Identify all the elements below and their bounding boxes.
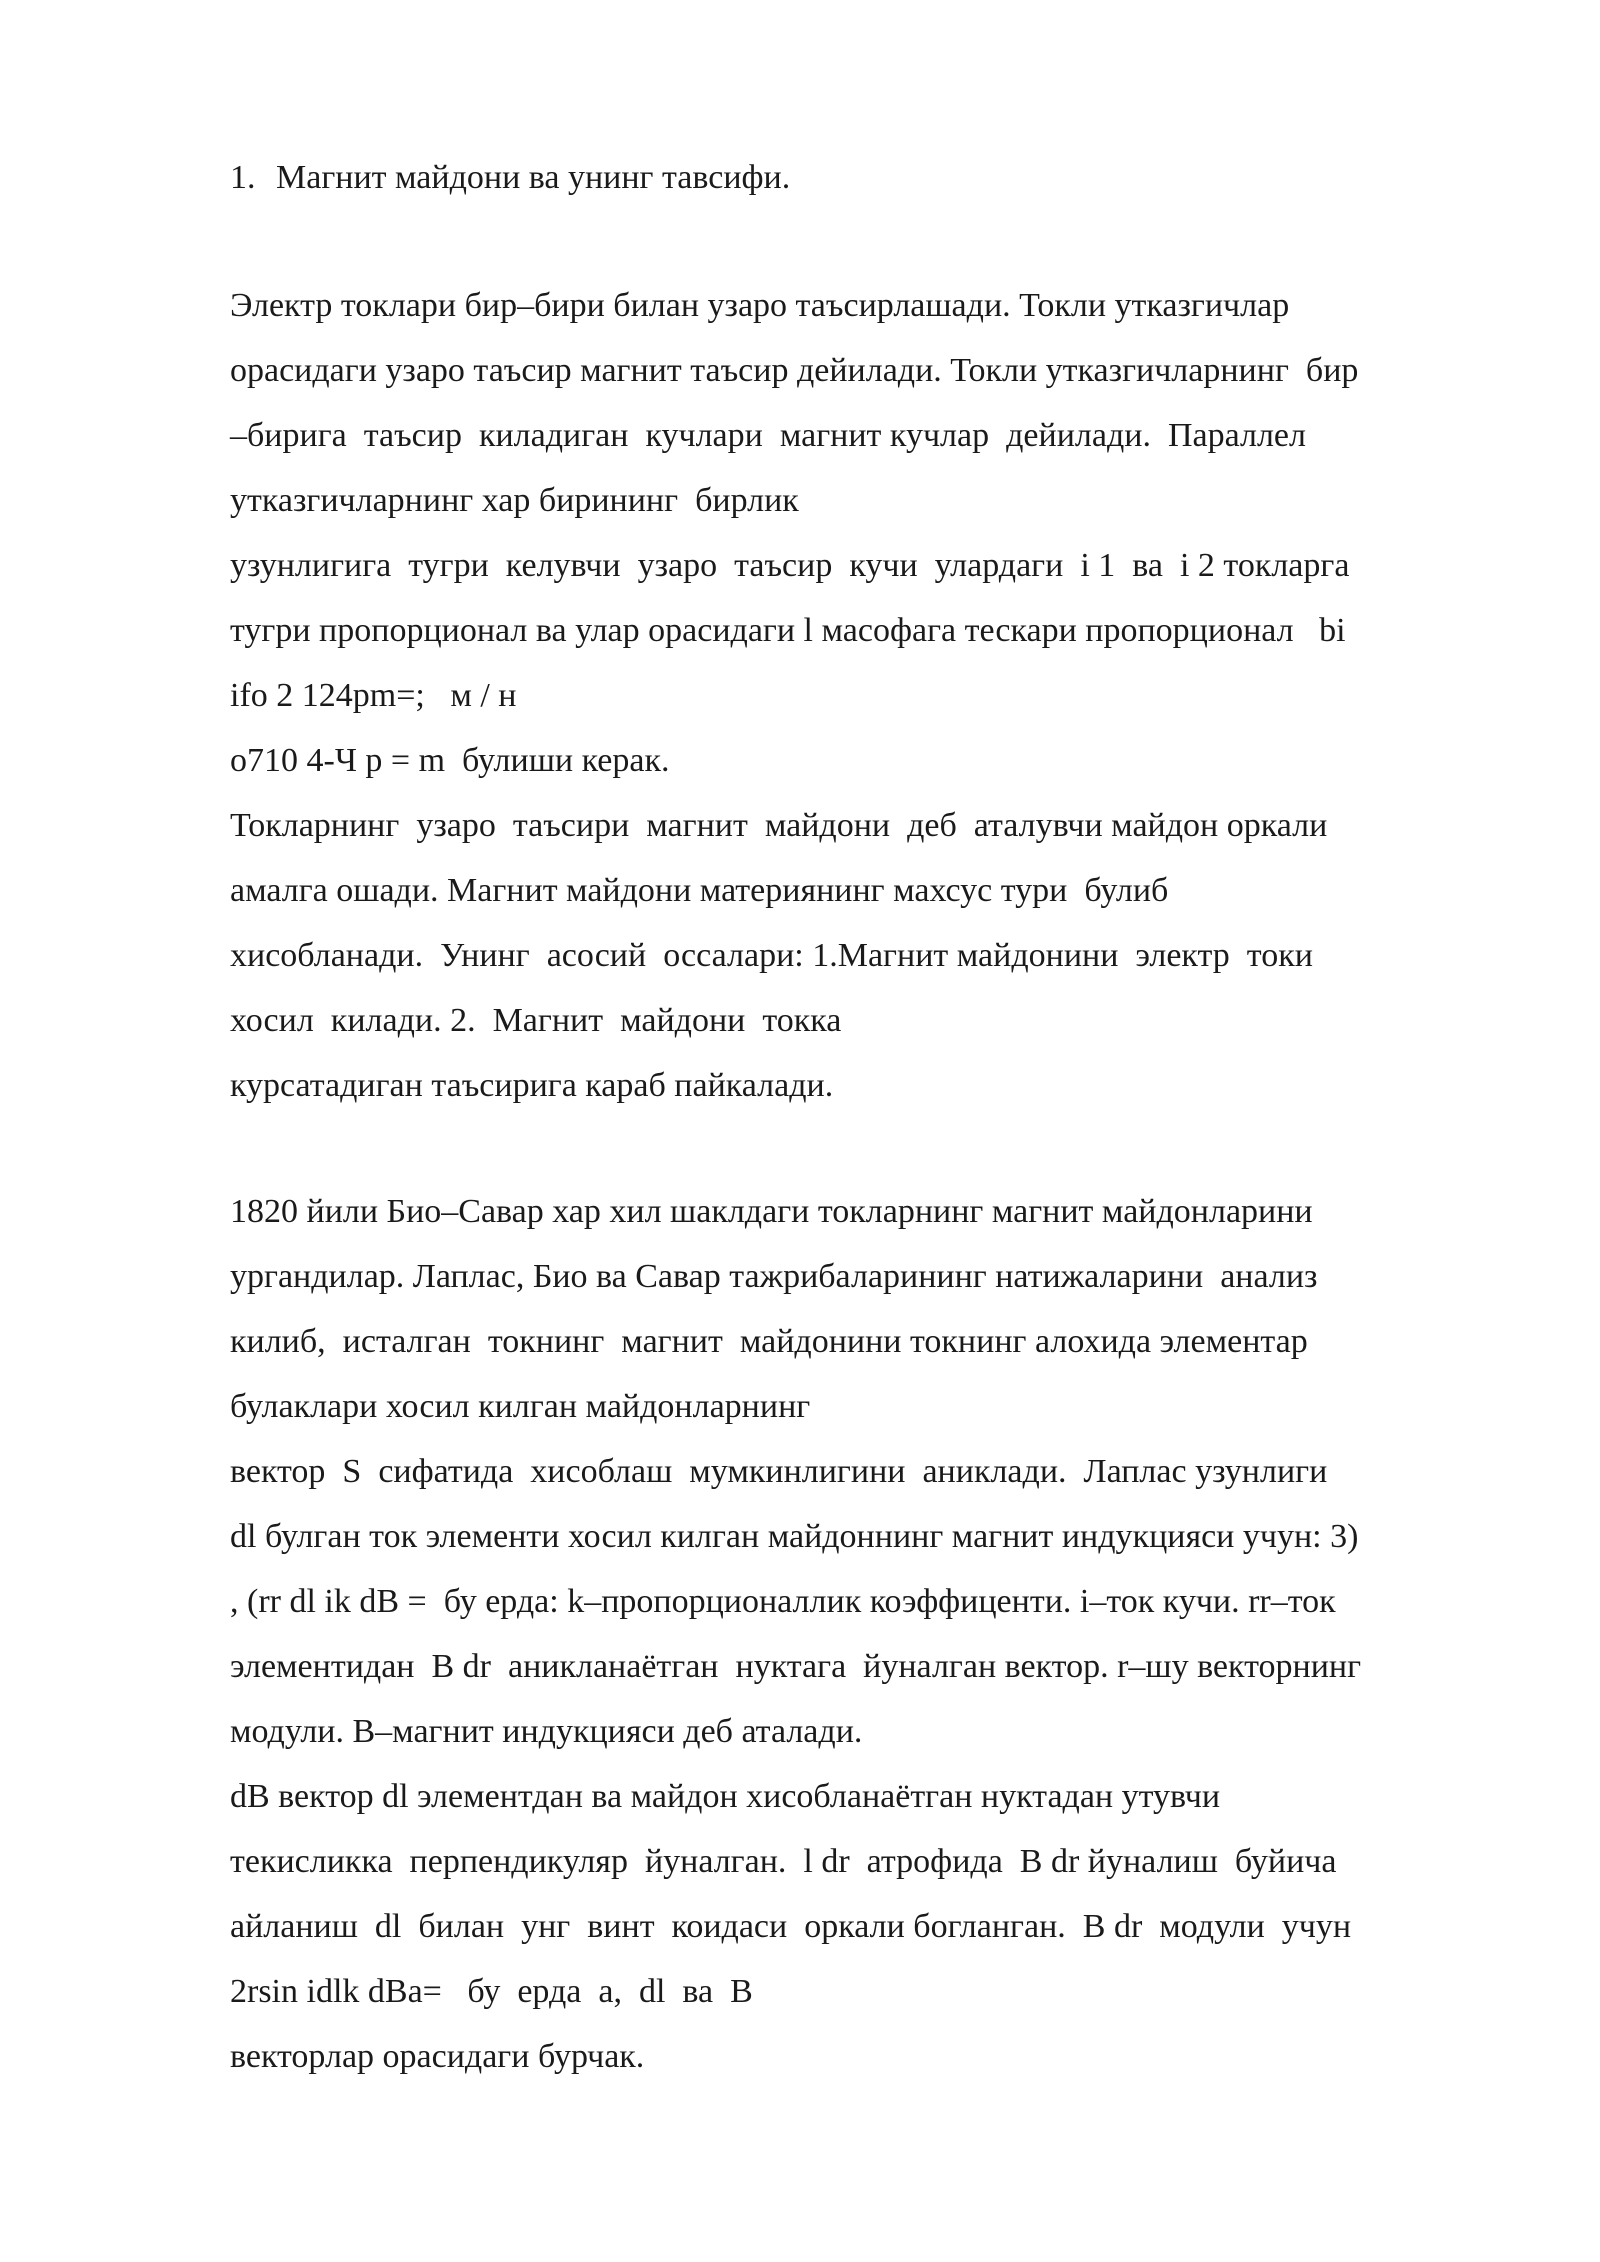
- text-line: Токларнинг узаро таъсири магнит майдони деб аталувчи майдон оркали: [230, 807, 1328, 844]
- paragraph-interaction-of-currents: [230, 284, 1560, 1129]
- text-line: айланиш dl билан унг винт коидаси оркали богланган. B dr модули учун: [230, 1908, 1352, 1945]
- section-number: 1.: [230, 159, 256, 196]
- text-line: dB вектор dl элементдан ва майдон хисобланаётган нуктадан утувчи: [230, 1778, 1221, 1815]
- text-line: узунлигига тугри келувчи узаро таъсир кучи улардаги i 1 ва i 2 токларга: [230, 547, 1350, 584]
- section-title: Магнит майдони ва унинг тавсифи.: [276, 159, 791, 196]
- text-line: ургандилар. Лаплас, Био ва Савар тажрибаларининг натижаларини анализ: [230, 1258, 1318, 1295]
- text-line: килиб, исталган токнинг магнит майдонини токнинг алохида элементар: [230, 1323, 1308, 1360]
- paragraph-biot-savart-law: [230, 1190, 1560, 2100]
- text-line: элементидан B dr аникланаётган нуктага йуналган вектор. r–шу векторнинг: [230, 1648, 1362, 1685]
- text-line: утказгичларнинг хар бирининг бирлик: [230, 482, 799, 519]
- text-line: вектор S сифатида хисоблаш мумкинлигини аниклади. Лаплас узунлиги: [230, 1453, 1328, 1490]
- formula-line: ifo 2 124pm=; м / н: [230, 677, 517, 714]
- text-line: 1820 йили Био–Савар хар хил шаклдаги токларнинг магнит майдонларини: [230, 1193, 1313, 1230]
- text-line: булаклари хосил килган майдонларнинг: [230, 1388, 811, 1425]
- text-line: dl булган ток элементи хосил килган майдоннинг магнит индукцияси учун: 3): [230, 1518, 1359, 1555]
- formula-line: 2rsin idlk dBa= бу ерда a, dl ва B: [230, 1973, 753, 2010]
- text-line: модули. B–магнит индукцияси деб аталади.: [230, 1713, 863, 1750]
- text-line: Электр токлари бир–бири билан узаро таъсирлашади. Токли утказгичлар: [230, 287, 1290, 324]
- formula-line: , (rr dl ik dB = бу ерда: k–пропорционаллик коэффиценти. i–ток кучи. rr–ток: [230, 1583, 1336, 1620]
- text-line: хисобланади. Унинг асосий оссалари: 1.Магнит майдонини электр токи: [230, 937, 1313, 974]
- text-line: текисликка перпендикуляр йуналган. l dr атрофида B dr йуналиш буйича: [230, 1843, 1337, 1880]
- text-line: хосил килади. 2. Магнит майдони токка: [230, 1002, 842, 1039]
- text-line: тугри пропорционал ва улар орасидаги l масофага тескари пропорционал bi: [230, 612, 1346, 649]
- section-heading: [230, 156, 790, 200]
- text-line: векторлар орасидаги бурчак.: [230, 2038, 645, 2075]
- text-line: амалга ошади. Магнит майдони материянинг махсус тури булиб: [230, 872, 1169, 909]
- formula-line: o710 4-Ч p = m булиши керак.: [230, 742, 670, 779]
- text-line: орасидаги узаро таъсир магнит таъсир дейилади. Токли утказгичларнинг бир: [230, 352, 1359, 389]
- text-line: курсатадиган таъсирига караб пайкалади.: [230, 1067, 834, 1104]
- text-line: –бирига таъсир киладиган кучлари магнит кучлар дейилади. Параллел: [230, 417, 1306, 454]
